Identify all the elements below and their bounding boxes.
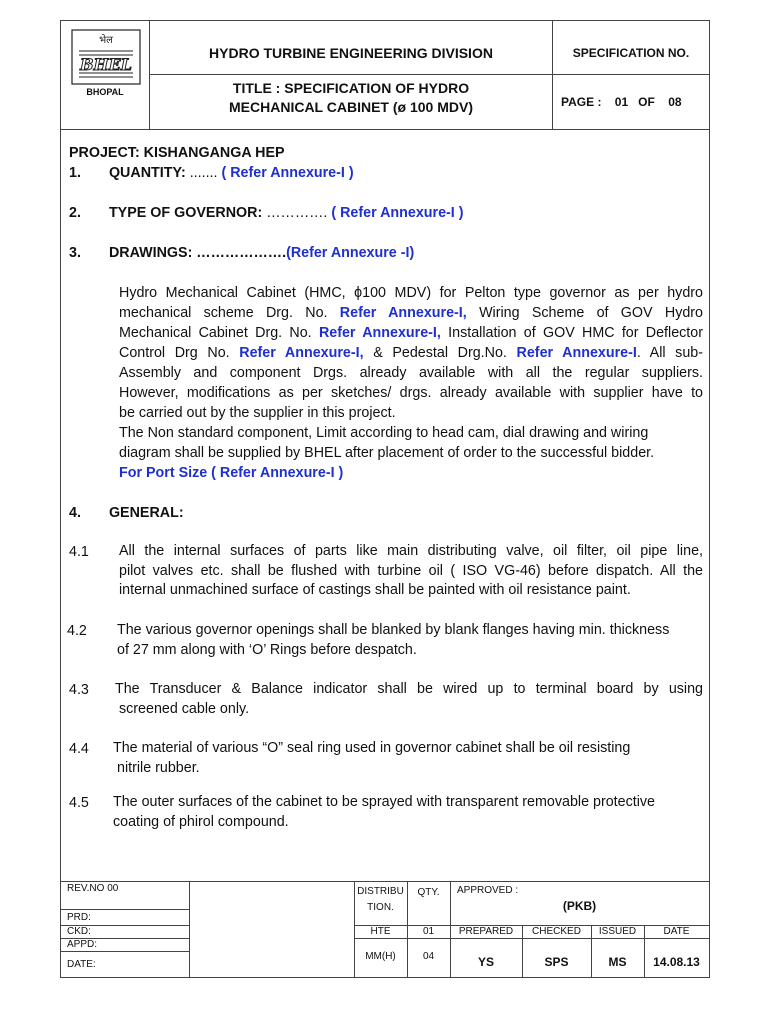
specification-label: SPECIFICATION NO.	[572, 46, 690, 60]
date-label: DATE:	[67, 959, 96, 970]
checked-by: SPS	[544, 955, 569, 969]
project-name: PROJECT: KISHANGANGA HEP	[69, 145, 285, 161]
clause-4-3: The Transducer & Balance indicator shall be wired up to terminal board by using screened cable only.	[115, 681, 703, 717]
section-general: 4. GENERAL:	[69, 505, 184, 521]
distribution-header: DISTRIBU TION.	[357, 886, 404, 913]
qty-mmh: 04	[422, 951, 435, 962]
footer-table	[61, 881, 709, 977]
distribution-hte: HTE	[370, 926, 391, 937]
prepared-by: YS	[477, 955, 494, 969]
clause-number: 4.1	[69, 544, 89, 560]
document-page	[60, 20, 710, 978]
prepared-header: PREPARED	[458, 926, 514, 937]
clause-4-1: All the internal surfaces of parts like main distributing valve, oil filter, oil pipe line, pilot valves etc. shall be flushed with turbine oil ( ISO VG-46) before dispatch. All the internal unmachined surface of castings shall be painted with oil resistance paint.	[119, 543, 703, 598]
clause-4-5: The outer surfaces of the cabinet to be sprayed with transparent removable protective coating of phirol compound.	[113, 794, 655, 830]
distribution-mmh: MM(H)	[365, 951, 396, 962]
issued-by: MS	[608, 955, 627, 969]
document-title: TITLE : SPECIFICATION OF HYDRO MECHANICAL CABINET (ø 100 MDV)	[229, 80, 473, 115]
clause-4-2: The various governor openings shall be blanked by blank flanges having min. thickness of 27 mm along with ‘O’ Rings before despatch.	[117, 622, 670, 658]
document-header	[61, 21, 709, 130]
clause-number: 4.4	[69, 741, 89, 757]
location-label: BHOPAL	[86, 87, 124, 97]
division-title: HYDRO TURBINE ENGINEERING DIVISION	[209, 45, 493, 61]
issue-date: 14.08.13	[653, 955, 700, 969]
date-header: DATE	[663, 926, 690, 937]
drawings-paragraph: Hydro Mechanical Cabinet (HMC, ϕ100 MDV) for Pelton type governor as per hydro mechanical scheme Drg. No. Refer Annexure-I, Wiring Scheme of GOV Hydro Mechanical Cabinet Drg. No. Refer Annexure-I, Installation of GOV HMC for Deflector Control Drg No. Refer Annexure-I, & Pedestal Drg.No. Refer Annexure-I. All sub- Assembly and component Drgs. already available with all the regular suppliers. However, modifications as per sketches/ drgs. already available with supplier have to be carried out by the supplier in this project. The Non standard component, Limit according to head cam, dial drawing and wiring diagram shall be supplied by BHEL after placement of order to the successful bidder. For Port Size ( Refer Annexure-I )	[119, 285, 704, 481]
section-drawings: 3. DRAWINGS: ……………….(Refer Annexure -I)	[69, 245, 415, 261]
svg-text:भेल: भेल	[99, 35, 113, 46]
clause-number: 4.5	[69, 795, 89, 811]
bhel-logo	[71, 29, 141, 85]
checked-header: CHECKED	[532, 926, 581, 937]
clause-4-4: The material of various “O” seal ring used in governor cabinet shall be oil resisting nitrile rubber.	[113, 740, 631, 776]
svg-text:BHEL: BHEL	[79, 55, 133, 74]
approved-by: (PKB)	[562, 899, 597, 913]
clause-number: 4.2	[67, 623, 87, 639]
section-governor-type: 2. TYPE OF GOVERNOR: …………. ( Refer Annexure-I )	[69, 205, 464, 221]
ckd-label: CKD:	[67, 926, 91, 937]
qty-hte: 01	[422, 926, 435, 937]
prd-label: PRD:	[67, 912, 91, 923]
section-quantity: 1. QUANTITY: ....... ( Refer Annexure-I )	[69, 165, 354, 181]
revision-number: REV.NO 00	[67, 883, 119, 894]
qty-header: QTY.	[417, 887, 440, 898]
clause-number: 4.3	[69, 682, 89, 698]
approved-label: APPROVED :	[457, 885, 519, 896]
page-number: PAGE : 01 OF 08	[561, 95, 682, 109]
appd-label: APPD:	[67, 939, 98, 950]
issued-header: ISSUED	[598, 926, 637, 937]
